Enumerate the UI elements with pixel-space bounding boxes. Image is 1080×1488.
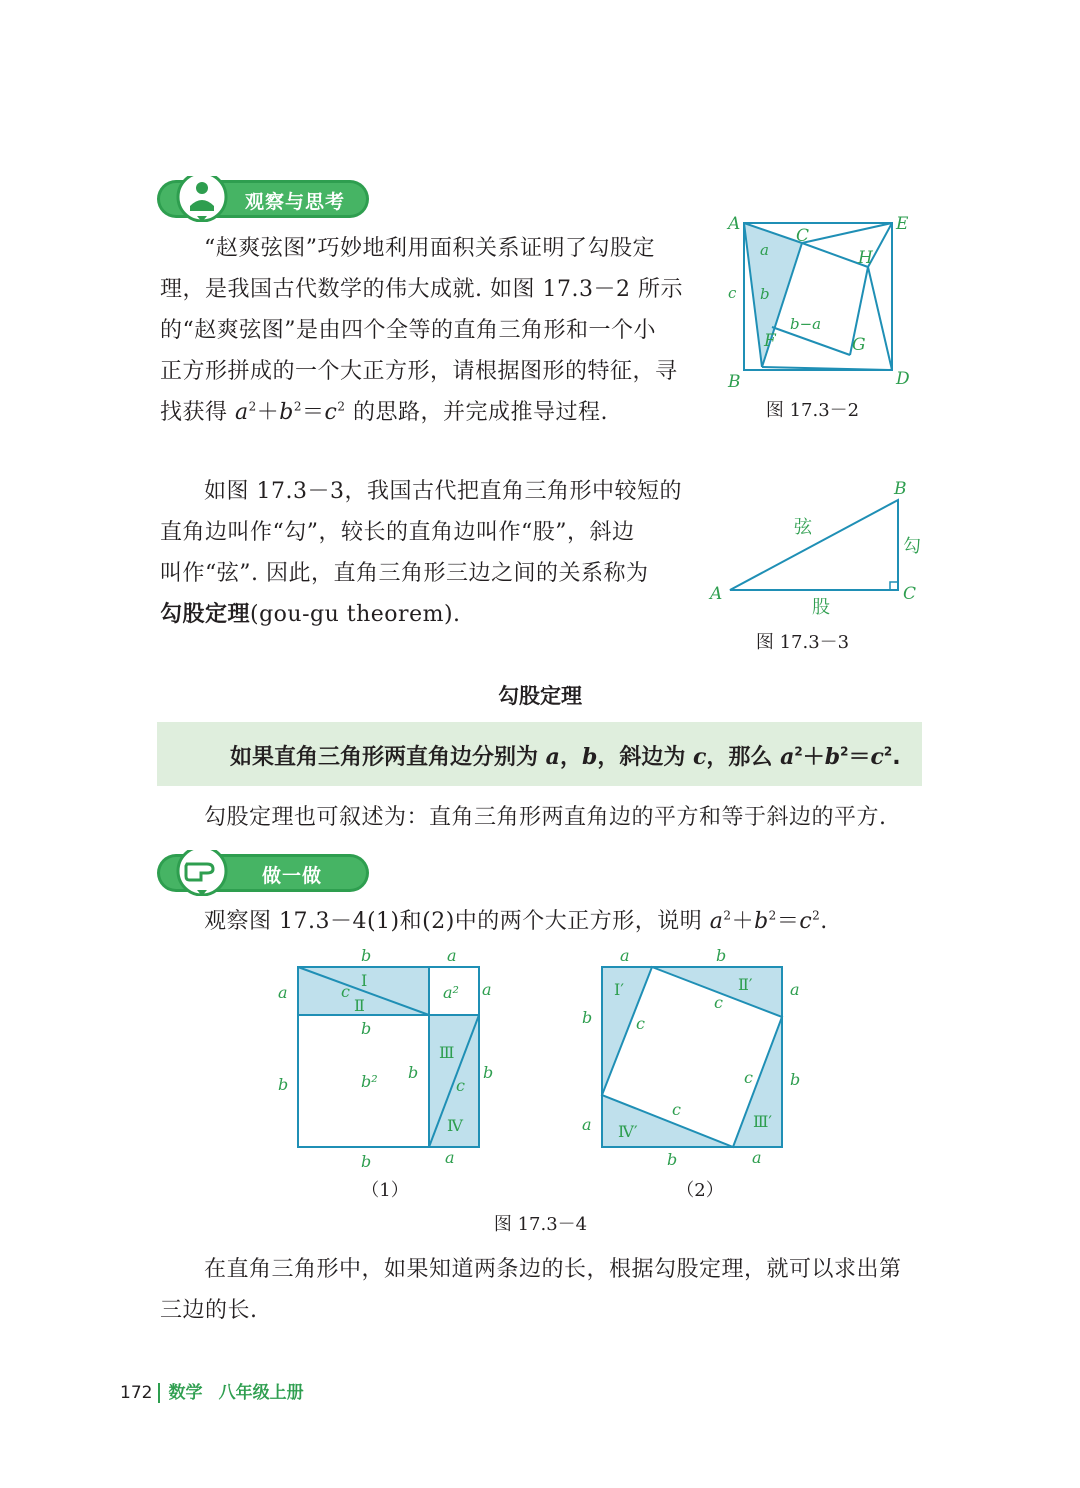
region-II: Ⅱ: [354, 996, 365, 1015]
label-b-right: b: [483, 1063, 494, 1082]
label-a-top: a: [447, 946, 457, 965]
label-a-left: a: [278, 983, 288, 1002]
region-III: Ⅲ: [439, 1043, 455, 1062]
label-c-2: c: [456, 1076, 465, 1095]
para-line: 正方形拼成的一个大正方形，请根据图形的特征，寻: [160, 359, 678, 384]
right-triangle-figure: [700, 475, 930, 615]
label-c-right: c: [744, 1068, 753, 1087]
label-b-bottom: b: [361, 1152, 372, 1171]
label-H: H: [858, 248, 873, 268]
label-b-squared: b²: [361, 1072, 378, 1091]
label-b: b: [760, 285, 770, 303]
label-c-1: c: [341, 982, 350, 1001]
label-a-right: a: [482, 980, 492, 999]
label-D: D: [896, 369, 910, 389]
para-line: 如图 17.3－3，我国古代把直角三角形中较短的: [204, 479, 682, 504]
label-b-inner: b: [408, 1063, 419, 1082]
para-line: 三边的长.: [160, 1298, 258, 1323]
label-b-top: b: [361, 946, 372, 965]
fig4-caption: 图 17.3－4: [493, 1214, 588, 1235]
try-it-banner: [157, 850, 371, 896]
label-c-left: c: [636, 1014, 645, 1033]
para-line: 在直角三角形中，如果知道两条边的长，根据勾股定理，就可以求出第: [204, 1257, 902, 1282]
label-short-leg: 勾: [903, 536, 921, 557]
label-b-top: b: [716, 946, 727, 965]
label-c-bottom: c: [672, 1100, 681, 1119]
square-figure-1: [270, 945, 510, 1175]
banner-label: 观察与思考: [245, 191, 346, 213]
closing-paragraph: [160, 1249, 940, 1331]
region-I: Ⅰ: [361, 971, 368, 990]
label-c-top: c: [714, 993, 723, 1012]
label-C: C: [903, 584, 917, 604]
label-b-minus-a: b−a: [790, 315, 822, 333]
gou-gu-intro-paragraph: [160, 471, 700, 635]
label-b-mid: b: [361, 1019, 372, 1038]
label-F: F: [764, 331, 776, 351]
para-line: 的“赵爽弦图”是由四个全等的直角三角形和一个小: [160, 318, 656, 343]
theorem-heading: 勾股定理: [498, 684, 582, 708]
try-it-instruction: 观察图 17.3－4(1)和(2)中的两个大正方形，说明 $a^2+b^2=c^2$.: [204, 908, 828, 934]
theorem-statement: 如果直角三角形两直角边分别为 a，b，斜边为 c，那么 $a^2+b^2=c^2$.: [230, 744, 901, 770]
label-a-bottom: a: [752, 1148, 762, 1167]
label-C: C: [796, 226, 810, 246]
para-line: 叫作“弦”. 因此，直角三角形三边之间的关系称为: [160, 561, 649, 586]
label-B: B: [894, 479, 907, 499]
label-b-left: b: [278, 1075, 289, 1094]
para-line: 理，是我国古代数学的伟大成就. 如图 17.3－2 所示: [160, 277, 683, 302]
restatement-line: 勾股定理也可叙述为：直角三角形两直角边的平方和等于斜边的平方.: [204, 805, 887, 830]
footer-grade: 八年级上册: [218, 1383, 304, 1403]
observe-think-banner: [157, 176, 371, 222]
footer-subject: 数学: [168, 1383, 203, 1403]
label-b-left: b: [582, 1008, 593, 1027]
banner-label: 做一做: [262, 865, 323, 887]
label-a-left: a: [582, 1115, 592, 1134]
fig3-caption: 图 17.3－3: [755, 632, 850, 653]
fig2-caption: 图 17.3－2: [765, 400, 860, 421]
region-III-prime: Ⅲ′: [753, 1112, 773, 1131]
footer-divider: [158, 1383, 160, 1403]
para-line-formula: 找获得 $a^2+b^2=c^2$ 的思路，并完成推导过程.: [160, 399, 608, 425]
para-line: “赵爽弦图”巧妙地利用面积关系证明了勾股定: [204, 236, 655, 261]
zhao-shuang-paragraph: [160, 228, 710, 433]
label-A: A: [728, 214, 741, 234]
region-I-prime: Ⅰ′: [614, 980, 624, 999]
page-footer: [120, 1378, 304, 1403]
zhao-shuang-figure: [720, 205, 920, 405]
fig4-sub2-caption: （2）: [676, 1180, 724, 1201]
square-figure-2: [578, 945, 818, 1175]
label-a-top: a: [620, 946, 630, 965]
page-number: 172: [120, 1383, 153, 1403]
para-line: 直角边叫作“勾”，较长的直角边叫作“股”，斜边: [160, 520, 635, 545]
region-II-prime: Ⅱ′: [738, 975, 753, 994]
label-G: G: [852, 335, 866, 355]
label-E: E: [896, 214, 909, 234]
label-long-leg: 股: [812, 597, 830, 615]
label-a: a: [760, 241, 769, 259]
label-a-right: a: [790, 980, 800, 999]
term-gou-gu: 勾股定理: [160, 602, 251, 627]
label-c: c: [728, 284, 737, 302]
label-b-right: b: [790, 1070, 801, 1089]
label-B: B: [728, 372, 741, 392]
label-A: A: [710, 584, 723, 604]
fig4-sub1-caption: （1）: [361, 1180, 409, 1201]
label-b-bottom: b: [667, 1150, 678, 1169]
region-IV: Ⅳ: [447, 1116, 463, 1135]
para-line-term: 勾股定理(gou-gu theorem).: [160, 602, 461, 627]
region-IV-prime: Ⅳ′: [618, 1122, 638, 1141]
label-a-squared: a²: [443, 983, 459, 1002]
label-a-bottom: a: [445, 1148, 455, 1167]
label-hypotenuse: 弦: [794, 517, 812, 538]
